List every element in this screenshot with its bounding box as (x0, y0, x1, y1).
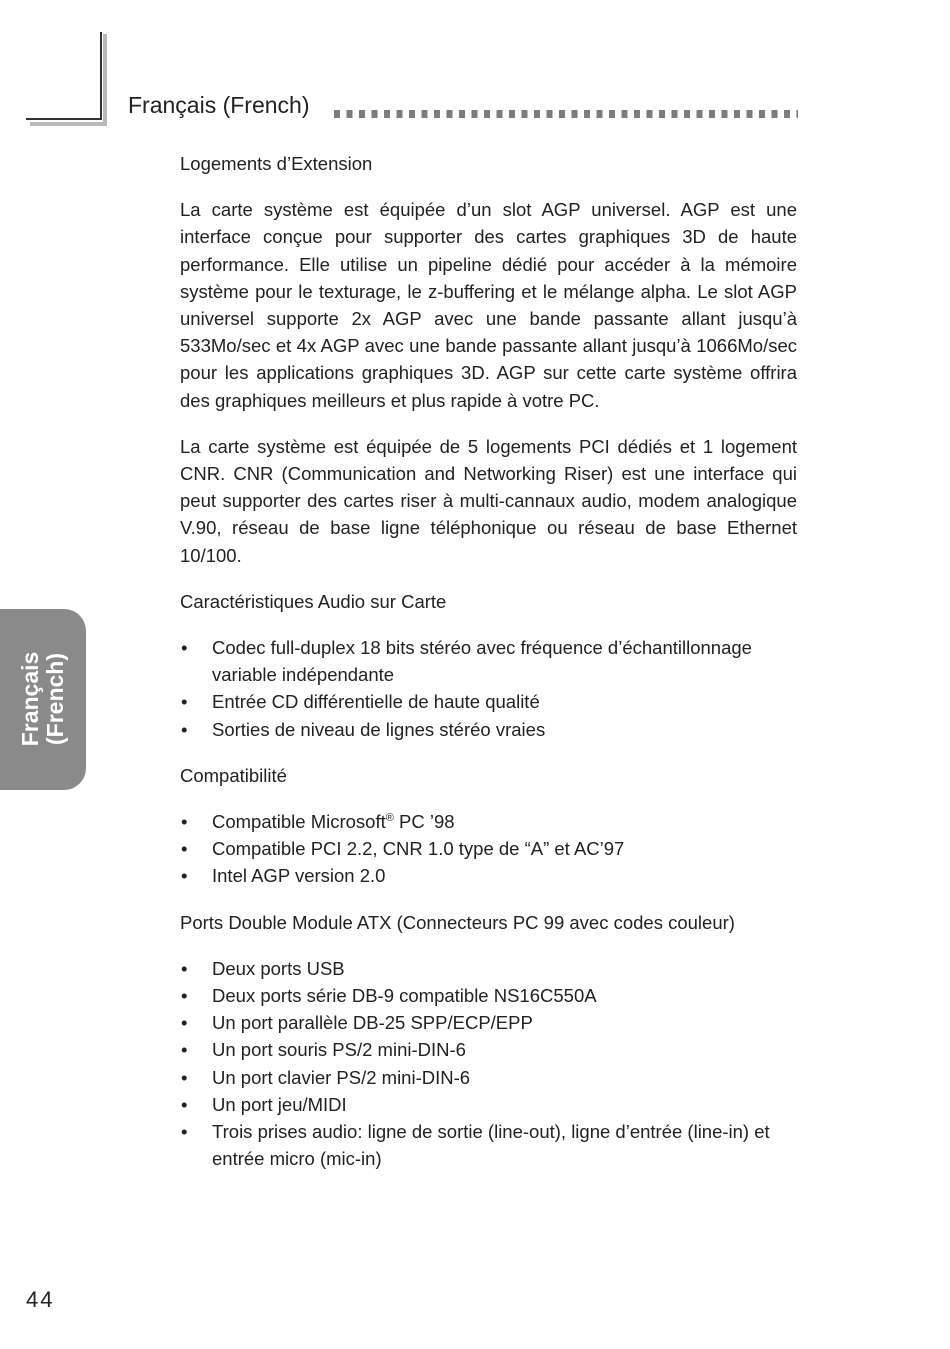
list-item (180, 1009, 797, 1036)
bullet-icon: • (181, 1066, 188, 1088)
side-tab-line-2: (French) (42, 653, 68, 746)
bullet-icon: • (181, 691, 188, 713)
list-item-text: Sorties de niveau de lignes stéréo vraies (212, 718, 546, 740)
list-item-text: Deux ports série DB-9 compatible NS16C550A (212, 985, 597, 1007)
list-item-text: Intel AGP version 2.0 (212, 865, 386, 887)
list-item (180, 688, 797, 715)
list-item (180, 716, 797, 743)
bullet-icon: • (181, 865, 188, 887)
list-item (180, 1036, 797, 1063)
bullet-icon: • (181, 1093, 188, 1115)
list-item-text-part: PC ’98 (393, 811, 455, 833)
side-tab-line-1: Français (17, 651, 43, 747)
list-item-text: Compatible PCI 2.2, CNR 1.0 type de “A” et AC’97 (212, 838, 625, 860)
bullet-icon: • (181, 957, 188, 979)
header-dotted-rule (334, 110, 798, 118)
bullet-icon: • (181, 718, 188, 740)
registered-mark: ® (385, 811, 394, 824)
list-item (180, 835, 797, 862)
list-item-text: Un port jeu/MIDI (212, 1093, 347, 1115)
section-heading-expansion: Logements d’Extension (180, 153, 373, 174)
list-item-text: Un port clavier PS/2 mini-DIN-6 (212, 1066, 471, 1088)
section-heading-audio: Caractéristiques Audio sur Carte (180, 590, 447, 612)
bullet-icon: • (181, 811, 188, 833)
bullet-icon: • (181, 838, 188, 860)
bullet-icon: • (181, 1012, 188, 1034)
list-item-text: Entrée CD différentielle de haute qualité (212, 691, 540, 713)
paragraph-pci-cnr: La carte système est équipée de 5 logements PCI dédiés et 1 logement CNR. CNR (Communication and Networking Riser) est une interface qui peut supporter des cartes riser à multi-cannaux audio, modem analogique V.90, réseau de base ligne téléphonique ou réseau de base Ethernet 10/100. (180, 435, 797, 566)
paragraph-agp: La carte système est équipée d’un slot AGP universel. AGP est une interface conçue pour supporter des cartes graphiques 3D de haute performance. Elle utilise un pipeline dédié pour accéder à la mémoire système pour le texturage, le z-buffering et le mélange alpha. Le slot AGP universel supporte 2x AGP avec une bande passante allant jusqu’à 533Mo/sec et 4x AGP avec une bande passante allant jusqu’à 1066Mo/sec pour les applications graphiques 3D. AGP sur cette carte système offrira des graphiques meilleurs et plus rapide à votre PC. (180, 199, 797, 411)
list-item (180, 862, 797, 889)
list-item (180, 1064, 797, 1091)
list-item-text: Codec full-duplex 18 bits stéréo avec fréquence d’échantillonnage variable indépendante (212, 637, 752, 686)
ports-list (180, 955, 797, 1173)
audio-feature-list (180, 634, 797, 743)
list-item-text: Un port parallèle DB-25 SPP/ECP/EPP (212, 1012, 533, 1034)
bullet-icon: • (181, 1121, 188, 1143)
list-item-text: Trois prises audio: ligne de sortie (line-out), ligne d’entrée (line-in) et entrée micro (mic-in) (212, 1121, 770, 1170)
language-side-tab (0, 609, 86, 790)
bullet-icon: • (181, 1039, 188, 1061)
bullet-icon: • (181, 985, 188, 1007)
section-heading-ports: Ports Double Module ATX (Connecteurs PC 99 avec codes couleur) (180, 911, 735, 933)
list-item-text: Un port souris PS/2 mini-DIN-6 (212, 1039, 466, 1061)
page-number: 44 (26, 1287, 55, 1312)
page-title: Français (French) (128, 92, 310, 118)
compatibility-list (180, 808, 797, 890)
list-item (180, 955, 797, 982)
corner-mark-vertical (100, 32, 102, 120)
list-item (180, 982, 797, 1009)
list-item (180, 808, 797, 835)
corner-mark-shadow-horizontal (30, 122, 107, 126)
list-item (180, 1118, 797, 1172)
bullet-icon: • (181, 637, 188, 659)
list-item-text-part: Compatible Microsoft (212, 811, 386, 833)
main-content (180, 150, 797, 1192)
side-tab-label (18, 652, 68, 747)
corner-mark-shadow-vertical (103, 34, 107, 126)
section-heading-compatibility: Compatibilité (180, 764, 287, 786)
list-item (180, 634, 797, 688)
list-item-text: Deux ports USB (212, 957, 345, 979)
corner-mark-horizontal (26, 118, 102, 120)
list-item (180, 1091, 797, 1118)
